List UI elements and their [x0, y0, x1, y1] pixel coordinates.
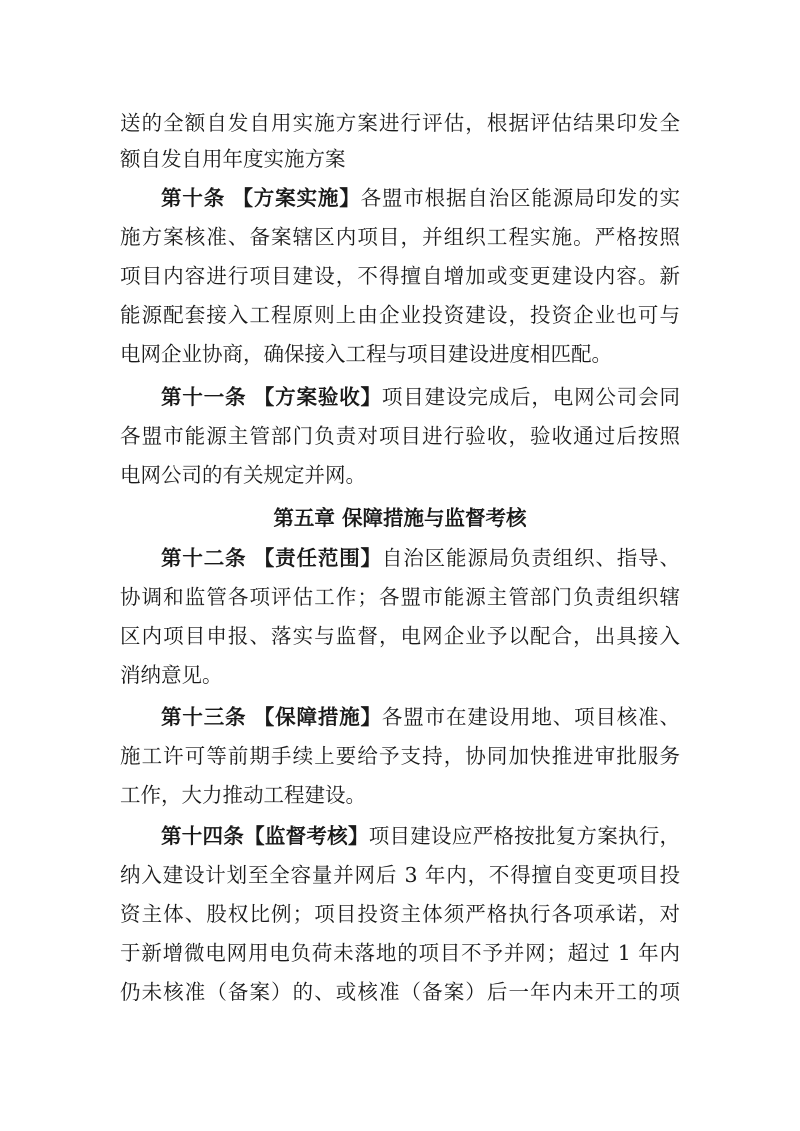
article-title: 【方案验收】	[253, 385, 382, 409]
paragraph-line: 各盟市能源主管部门负责对项目进行验收，验收通过后按照	[120, 424, 680, 448]
paragraph-line: 资主体、股权比例；项目投资主体须严格执行各项承诺，对	[120, 902, 680, 926]
article-text: 项目建设完成后，电网公司会同	[381, 385, 680, 409]
paragraph-line: 能源配套接入工程原则上由企业投资建设，投资企业也可与	[120, 303, 680, 327]
article-text: 自治区能源局负责组织、指导、	[381, 546, 680, 570]
paragraph-line: 区内项目申报、落实与监督，电网企业予以配合，出具接入	[120, 624, 680, 648]
paragraph-line: 额自发自用年度实施方案	[120, 147, 346, 171]
article-title: 【方案实施】	[232, 186, 361, 210]
paragraph-line: 施方案核准、备案辖区内项目，并组织工程实施。严格按照	[120, 225, 680, 249]
article-13-first-line	[161, 699, 680, 735]
paragraph-line: 工作，大力推动工程建设。	[120, 783, 366, 807]
paragraph-line: 电网公司的有关规定并网。	[120, 463, 366, 487]
article-number: 第十三条	[161, 705, 247, 729]
article-number: 第十一条	[161, 385, 247, 409]
article-12-first-line	[161, 540, 680, 576]
article-text: 项目建设应严格按批复方案执行，	[368, 824, 680, 848]
article-title: 【保障措施】	[253, 705, 382, 729]
article-14-first-line	[161, 818, 680, 854]
article-number: 第十二条	[161, 546, 247, 570]
article-title: 【责任范围】	[253, 546, 382, 570]
paragraph-line: 于新增微电网用电负荷未落地的项目不予并网；超过 1 年内	[120, 941, 680, 965]
article-text: 各盟市在建设用地、项目核准、	[381, 705, 680, 729]
article-number: 第十条	[161, 186, 226, 210]
article-title: 【监督考核】	[244, 824, 369, 848]
article-11-first-line	[161, 379, 680, 415]
paragraph-line: 消纳意见。	[120, 663, 223, 687]
article-10-first-line	[161, 180, 680, 216]
paragraph-line: 仍未核准（备案）的、或核准（备案）后一年内未开工的项	[120, 980, 680, 1004]
paragraph-line: 施工许可等前期手续上要给予支持，协同加快推进审批服务	[120, 744, 680, 768]
chapter-heading: 第五章 保障措施与监督考核	[273, 506, 527, 530]
paragraph-line: 送的全额自发自用实施方案进行评估，根据评估结果印发全	[120, 111, 680, 135]
article-text: 各盟市根据自治区能源局印发的实	[360, 186, 680, 210]
paragraph-line: 纳入建设计划至全容量并网后 3 年内，不得擅自变更项目投	[120, 863, 680, 887]
paragraph-line: 协调和监管各项评估工作；各盟市能源主管部门负责组织辖	[120, 585, 680, 609]
paragraph-line: 项目内容进行项目建设，不得擅自增加或变更建设内容。新	[120, 264, 680, 288]
paragraph-line: 电网企业协商，确保接入工程与项目建设进度相匹配。	[120, 342, 612, 366]
article-number: 第十四条	[161, 824, 245, 848]
